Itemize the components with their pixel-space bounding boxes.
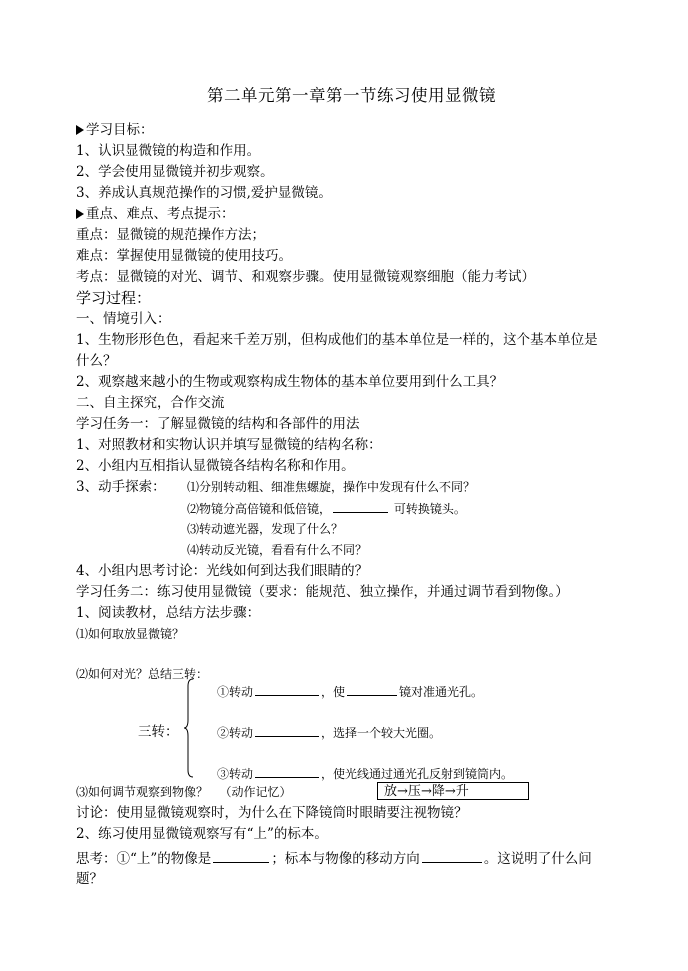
goals-heading-text: 学习目标： <box>86 122 154 138</box>
answer-blank[interactable] <box>213 848 269 863</box>
three-turns-label: 三转： <box>138 724 179 740</box>
step-note: （动作记忆） <box>219 785 292 799</box>
answer-blank[interactable] <box>347 681 397 696</box>
goals-heading <box>76 120 154 140</box>
goal-item: 3、养成认真规范操作的习惯,爱护显微镜。 <box>76 185 332 201</box>
step-question-text: ⑶如何调节观察到物像？ <box>76 785 209 799</box>
step-word: 降 <box>431 784 445 799</box>
think-text: 。这说明了什么问 <box>483 851 592 867</box>
question-2: 2、观察越来越小的生物或观察构成生物体的基本单位要用到什么工具？ <box>76 374 504 390</box>
step-word: 压 <box>407 784 421 799</box>
turn-text: 镜对准通光孔。 <box>399 685 484 699</box>
page-title: 第二单元第一章第一节练习使用显微镜 <box>207 86 496 105</box>
task-2-item: 2、练习使用显微镜观察写有“上”的标本。 <box>76 826 328 842</box>
task-1-heading: 学习任务一：了解显微镜的结构和各部件的用法 <box>76 416 360 432</box>
turn-text: ③转动 <box>217 767 254 781</box>
turn-line-2 <box>217 722 441 743</box>
answer-blank[interactable] <box>255 763 319 778</box>
think-text: ；标本与物像的移动方向 <box>271 851 420 867</box>
arrow-right-icon: → <box>397 784 408 799</box>
turn-text: ①转动 <box>217 685 254 699</box>
task-1-item: 1、对照教材和实物认识并填写显微镜的结构名称： <box>76 437 382 453</box>
task-1-item: 2、小组内互相指认显微镜各结构名称和作用。 <box>76 458 355 474</box>
step-word: 升 <box>455 784 469 799</box>
key-points-heading-text: 重点、难点、考点提示： <box>86 206 235 222</box>
answer-blank[interactable] <box>255 681 319 696</box>
key-points-heading <box>76 204 235 224</box>
task-2-heading: 学习任务二：练习使用显微镜（要求：能规范、独立操作，并通过调节看到物像。） <box>76 584 569 600</box>
explore-item: ⑶转动遮光器，发现了什么？ <box>187 522 344 536</box>
section-heading: 一、情境引入： <box>76 311 171 327</box>
arrow-right-icon: → <box>444 784 456 799</box>
answer-blank[interactable] <box>333 498 388 513</box>
step-word: 放 <box>384 784 398 799</box>
explore-item: ⑷转动反光镜，看看有什么不同？ <box>187 543 368 557</box>
step-question <box>76 782 291 802</box>
think-line <box>76 848 592 869</box>
steps-box <box>377 782 529 800</box>
turn-line-3 <box>217 763 513 784</box>
task-1-item: 4、小组内思考讨论：光线如何到达我们眼睛的？ <box>76 563 369 579</box>
bullet-arrow-icon <box>76 209 84 219</box>
explore-item-tail: 可转换镜头。 <box>393 502 466 516</box>
brace-icon <box>183 678 195 778</box>
section-heading: 二、自主探究，合作交流 <box>76 395 225 411</box>
think-line-cont: 题？ <box>76 871 103 887</box>
task-1-item: 3、动手探索： <box>76 479 166 495</box>
think-text: 思考：①“上”的物像是 <box>76 851 212 867</box>
goal-item: 2、学会使用显微镜并初步观察。 <box>76 164 274 180</box>
turn-text: ，选择一个较大光圈。 <box>321 726 442 740</box>
answer-blank[interactable] <box>422 848 482 863</box>
turn-text: ②转动 <box>217 726 254 740</box>
discussion-line: 讨论：使用显微镜观察时，为什么在下降镜筒时眼睛要注视物镜？ <box>76 805 468 821</box>
bullet-arrow-icon <box>76 125 84 135</box>
turn-text: ，使光线通过通光孔反射到镜筒内。 <box>321 767 514 781</box>
question-1-cont: 什么？ <box>76 353 117 369</box>
arrow-right-icon: → <box>420 784 432 799</box>
step-question: ⑵如何对光？总结三转： <box>76 667 209 681</box>
step-question: ⑴如何取放显微镜？ <box>76 627 185 641</box>
explore-item-text: ⑵物镜分高倍镜和低倍镜， <box>187 502 332 516</box>
focus-line: 重点：显微镜的规范操作方法； <box>76 227 265 243</box>
answer-blank[interactable] <box>255 722 319 737</box>
question-1: 1、生物形形色色，看起来千差万别，但构成他们的基本单位是一样的，这个基本单位是 <box>76 332 598 348</box>
goal-item: 1、认识显微镜的构造和作用。 <box>76 143 261 159</box>
turn-line-1 <box>217 681 483 702</box>
process-heading: 学习过程： <box>76 289 152 307</box>
task-2-item: 1、阅读教材，总结方法步骤： <box>76 605 261 621</box>
turn-text: ，使 <box>321 685 346 699</box>
explore-item: ⑴分别转动粗、细准焦螺旋，操作中发现有什么不同？ <box>187 480 476 494</box>
explore-item <box>187 498 466 519</box>
difficulty-line: 难点：掌握使用显微镜的使用技巧。 <box>76 248 292 264</box>
exam-line: 考点：显微镜的对光、调节、和观察步骤。使用显微镜观察细胞（能力考试） <box>76 269 535 285</box>
